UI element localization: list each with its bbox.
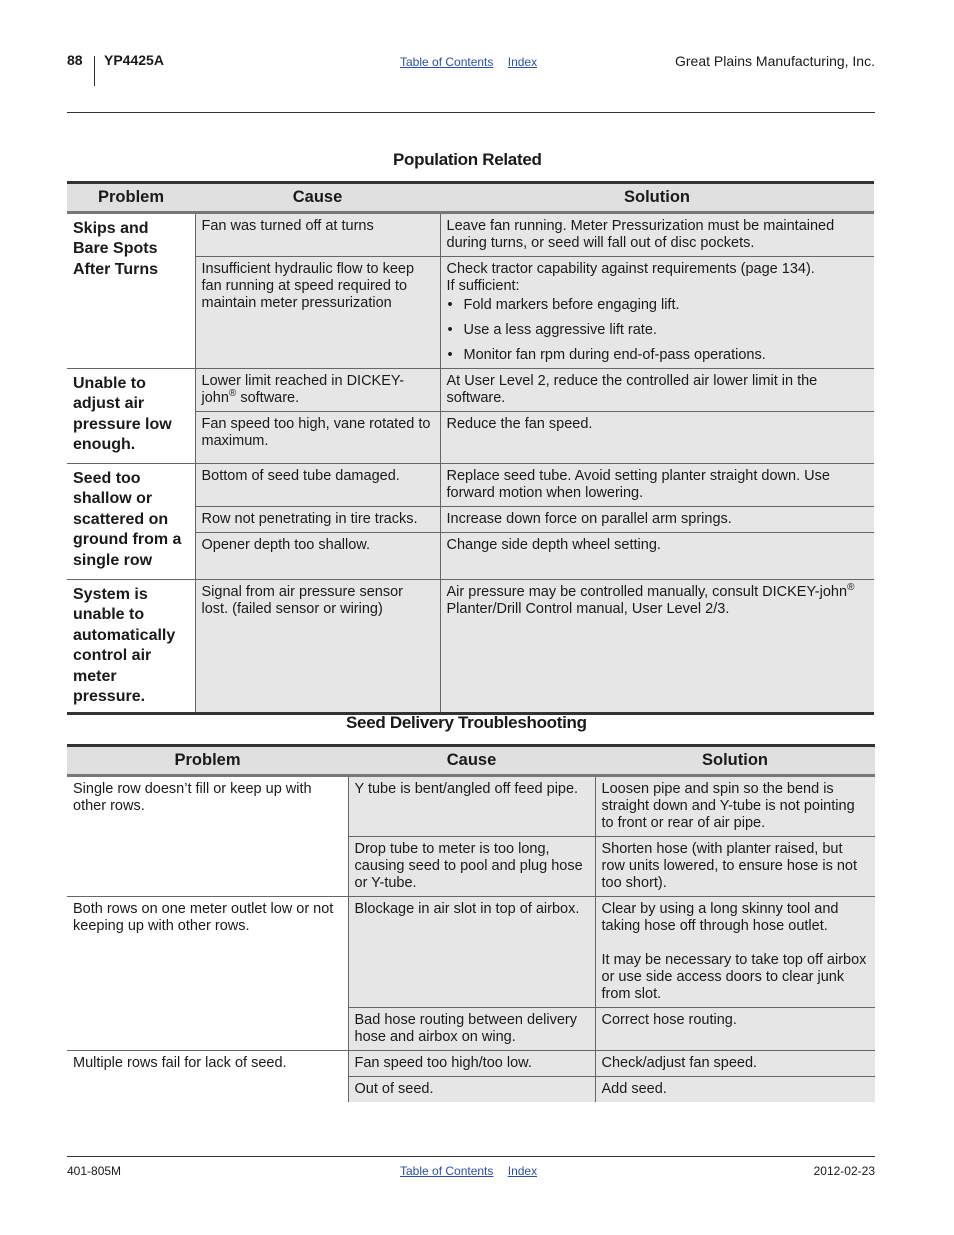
header-problem: Problem [67, 183, 195, 213]
document-number: 401-805M [67, 1164, 122, 1178]
registered-mark: ® [228, 388, 237, 400]
registered-mark: ® [847, 582, 855, 594]
solution-text: It may be necessary to take top off airbox or use side access doors to clear junk from slot. [601, 952, 867, 1002]
problem-cell: Skips and Bare Spots After Turns [67, 213, 195, 369]
page-header [67, 52, 875, 88]
page-footer [67, 1164, 875, 1182]
solution-text: If sufficient: [446, 278, 520, 294]
solution-text: Check tractor capability against requirements (page 134). [446, 261, 815, 277]
solution-text: Air pressure may be controlled manually, consult DICKEY-john [446, 584, 848, 600]
toc-link-header[interactable]: Table of Contents [400, 55, 494, 69]
table-header-row [67, 183, 874, 213]
index-link-footer[interactable]: Index [507, 1164, 538, 1178]
solution-cell: Increase down force on parallel arm springs. [440, 507, 874, 533]
cause-cell: Out of seed. [348, 1077, 595, 1103]
solution-text: Planter/Drill Control manual, User Level 2/3. [446, 601, 730, 617]
solution-cell [440, 580, 874, 714]
table-row [67, 897, 875, 1008]
cause-cell: Fan was turned off at turns [195, 213, 440, 257]
problem-cell: Single row doesn’t fill or keep up with other rows. [67, 776, 348, 897]
header-divider [94, 56, 95, 86]
cause-cell: Fan speed too high, vane rotated to maximum. [195, 412, 440, 464]
problem-cell: Unable to adjust air pressure low enough. [67, 369, 195, 464]
problem-cell: System is unable to automatically control air meter pressure. [67, 580, 195, 714]
table-row [67, 213, 874, 257]
model-number: YP4425A [104, 52, 164, 68]
header-problem: Problem [67, 746, 348, 776]
seed-delivery-table [67, 744, 875, 1102]
solution-cell: At User Level 2, reduce the controlled air lower limit in the software. [440, 369, 874, 412]
header-cause: Cause [348, 746, 595, 776]
cause-cell: Insufficient hydraulic flow to keep fan running at speed required to maintain meter pressurization [195, 257, 440, 369]
solution-text: Clear by using a long skinny tool and taking hose off through hose outlet. [601, 901, 839, 934]
table-row [67, 776, 875, 837]
cause-cell [195, 369, 440, 412]
solution-cell [595, 897, 875, 1008]
cause-cell: Fan speed too high/too low. [348, 1051, 595, 1077]
population-table [67, 181, 874, 715]
footer-links [400, 1164, 548, 1178]
problem-cell: Multiple rows fail for lack of seed. [67, 1051, 348, 1103]
solution-cell: Loosen pipe and spin so the bend is straight down and Y-tube is not pointing to front or rear of air pipe. [595, 776, 875, 837]
list-item: • Monitor fan rpm during end-of-pass operations. [447, 347, 869, 364]
list-item: • Fold markers before engaging lift. [447, 297, 869, 314]
population-title: Population Related [393, 150, 542, 169]
solution-cell: Leave fan running. Meter Pressurization must be maintained during turns, or seed will fall out of disc pockets. [440, 213, 874, 257]
seed-delivery-title: Seed Delivery Troubleshooting [346, 713, 587, 732]
toc-link-footer[interactable]: Table of Contents [400, 1164, 494, 1178]
cause-text: Lower limit reached in DICKEY-john [201, 373, 405, 406]
solution-cell: Correct hose routing. [595, 1008, 875, 1051]
cause-cell: Opener depth too shallow. [195, 533, 440, 580]
header-rule [67, 112, 875, 113]
page-number: 88 [67, 52, 83, 68]
cause-cell: Drop tube to meter is too long, causing seed to pool and plug hose or Y-tube. [348, 837, 595, 897]
cause-text: software. [236, 390, 300, 406]
cause-cell: Bottom of seed tube damaged. [195, 464, 440, 507]
solution-cell: Replace seed tube. Avoid setting planter straight down. Use forward motion when lowering. [440, 464, 874, 507]
table-row [67, 464, 874, 507]
company-name: Great Plains Manufacturing, Inc. [675, 53, 875, 69]
table-row [67, 580, 874, 714]
table-row [67, 1051, 875, 1077]
header-links [400, 55, 548, 69]
solution-cell: Reduce the fan speed. [440, 412, 874, 464]
solution-cell: Add seed. [595, 1077, 875, 1103]
header-solution: Solution [595, 746, 875, 776]
list-item: • Use a less aggressive lift rate. [447, 322, 869, 339]
header-solution: Solution [440, 183, 874, 213]
problem-cell: Both rows on one meter outlet low or not keeping up with other rows. [67, 897, 348, 1051]
cause-cell: Y tube is bent/angled off feed pipe. [348, 776, 595, 837]
solution-bullet-list [447, 297, 869, 364]
solution-cell: Check/adjust fan speed. [595, 1051, 875, 1077]
solution-cell: Change side depth wheel setting. [440, 533, 874, 580]
table-header-row [67, 746, 875, 776]
cause-cell: Blockage in air slot in top of airbox. [348, 897, 595, 1008]
paragraph-gap [602, 935, 870, 952]
index-link-header[interactable]: Index [507, 55, 538, 69]
solution-cell: Shorten hose (with planter raised, but row units lowered, to ensure hose is not too short). [595, 837, 875, 897]
cause-cell: Bad hose routing between delivery hose and airbox on wing. [348, 1008, 595, 1051]
header-cause: Cause [195, 183, 440, 213]
footer-rule [67, 1156, 875, 1157]
table-row [67, 369, 874, 412]
problem-cell: Seed too shallow or scattered on ground from a single row [67, 464, 195, 580]
cause-cell: Row not penetrating in tire tracks. [195, 507, 440, 533]
solution-cell [440, 257, 874, 369]
document-date: 2012-02-23 [813, 1164, 875, 1178]
cause-cell: Signal from air pressure sensor lost. (failed sensor or wiring) [195, 580, 440, 714]
